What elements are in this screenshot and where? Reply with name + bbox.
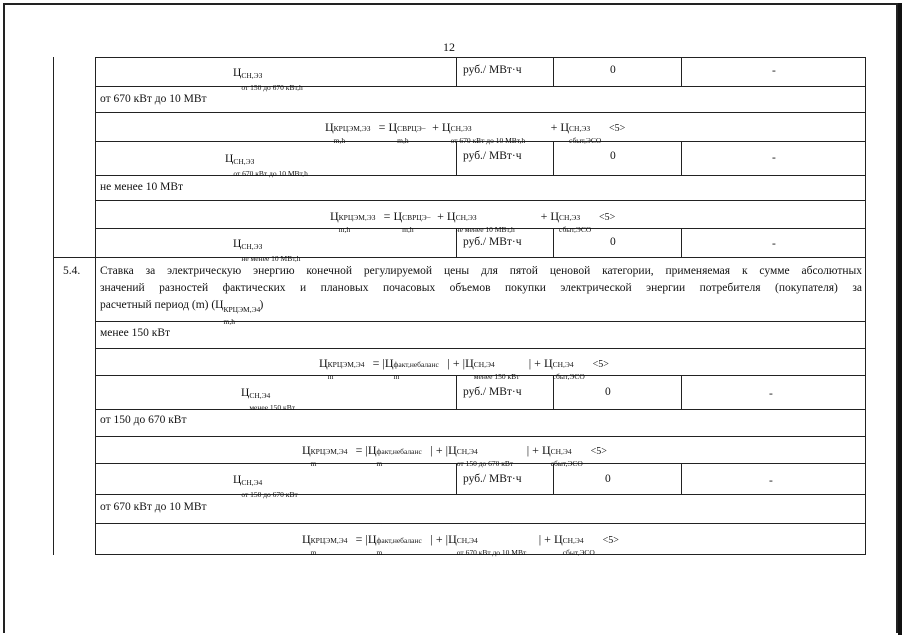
table-border-right — [865, 57, 866, 555]
value-cell: 0 — [605, 473, 611, 485]
row-divider — [95, 86, 866, 87]
row-divider — [95, 523, 866, 524]
section-heading: не менее 10 МВт — [100, 181, 184, 193]
cell-divider — [456, 375, 457, 409]
unit-cell: руб./ МВт·ч — [463, 64, 522, 76]
unit-cell: руб./ МВт·ч — [463, 473, 522, 485]
value-cell: 0 — [605, 386, 611, 398]
row-divider — [95, 57, 866, 58]
tariff-table — [53, 57, 866, 555]
dash-cell: - — [769, 475, 773, 487]
page-edge — [898, 3, 902, 635]
row-divider — [95, 321, 866, 322]
cell-divider — [681, 141, 682, 175]
unit-cell: руб./ МВт·ч — [463, 236, 522, 248]
unit-cell: руб./ МВт·ч — [463, 150, 522, 162]
value-cell: 0 — [610, 64, 616, 76]
row-divider — [95, 112, 866, 113]
unit-cell: руб./ МВт·ч — [463, 386, 522, 398]
row-divider — [95, 348, 866, 349]
cell-divider — [553, 141, 554, 175]
dash-cell: - — [772, 152, 776, 164]
row-divider — [95, 436, 866, 437]
item-number: 5.4. — [63, 265, 81, 277]
row-divider — [53, 257, 866, 258]
column-divider — [95, 57, 96, 555]
value-cell: 0 — [610, 236, 616, 248]
tariff-symbol: Ц СН,ЭЗ не менее 10 МВт,h — [233, 238, 301, 263]
formula: Ц КРЦЭМ,ЭЗ m,h = Ц СВРЦЭ− m,h + Ц СН,ЭЗ от 670 кВт до 10 МВт,h + Ц СН,ЭЗ сбыт,ЭСО <5> — [325, 120, 626, 145]
formula: Ц КРЦЭМ,Э4 m = |Ц факт,небаланс m | + |Ц СН,Э4 от 670 кВт до 10 МВт | + Ц СН,Э4 сбыт,ЭСО <5> — [302, 532, 619, 557]
formula: Ц КРЦЭМ,Э4 m = |Ц факт,небаланс m | + |Ц СН,Э4 менее 150 кВт | + Ц СН,Э4 сбыт,ЭСО <5> — [319, 356, 609, 381]
section-heading: от 670 кВт до 10 МВт — [100, 93, 207, 105]
row-divider — [95, 200, 866, 201]
tariff-symbol: Ц СН,ЭЗ от 670 кВт до 10 МВт,h — [225, 153, 308, 178]
cell-divider — [681, 463, 682, 494]
cell-divider — [681, 375, 682, 409]
tariff-symbol: Ц СН,Э4 от 150 до 670 кВт — [233, 474, 298, 499]
row-divider — [95, 409, 866, 410]
dash-cell: - — [769, 388, 773, 400]
table-border-left — [53, 57, 54, 555]
formula: Ц КРЦЭМ,Э4 m = |Ц факт,небаланс m | + |Ц СН,Э4 от 150 до 670 кВт | + Ц СН,Э4 сбыт,ЭСО <5> — [302, 443, 607, 468]
cell-divider — [681, 228, 682, 257]
tariff-symbol: Ц СН,Э4 менее 150 кВт — [241, 387, 295, 412]
cell-divider — [456, 141, 457, 175]
cell-divider — [553, 57, 554, 86]
page-number: 12 — [443, 40, 455, 54]
row-divider — [95, 494, 866, 495]
value-cell: 0 — [610, 150, 616, 162]
section-heading: от 670 кВт до 10 МВт — [100, 501, 207, 513]
cell-divider — [681, 57, 682, 86]
formula: Ц КРЦЭМ,ЭЗ m,h = Ц СВРЦЭ− m,h + Ц СН,ЭЗ не менее 10 МВт,h + Ц СН,ЭЗ сбыт,ЭСО <5> — [330, 209, 616, 234]
section-heading: менее 150 кВт — [100, 327, 171, 339]
tariff-symbol: Ц СН,ЭЗ от 150 до 670 кВт,h — [233, 67, 303, 92]
item-description: Ставка за электрическую энергию конечной регулируемой цены для пятой ценовой категории, применяемая к сумме абсолютных значений разностей фактических и плановых почасовых объемов покупки электрической энергии потребителя (покупателя) за расчетный период (m) (Ц КРЦЭМ,Э4 m,h ) — [100, 265, 862, 326]
dash-cell: - — [772, 238, 776, 250]
cell-divider — [456, 57, 457, 86]
section-heading: от 150 до 670 кВт — [100, 414, 187, 426]
dash-cell: - — [772, 65, 776, 77]
cell-divider — [553, 228, 554, 257]
row-divider — [95, 175, 866, 176]
